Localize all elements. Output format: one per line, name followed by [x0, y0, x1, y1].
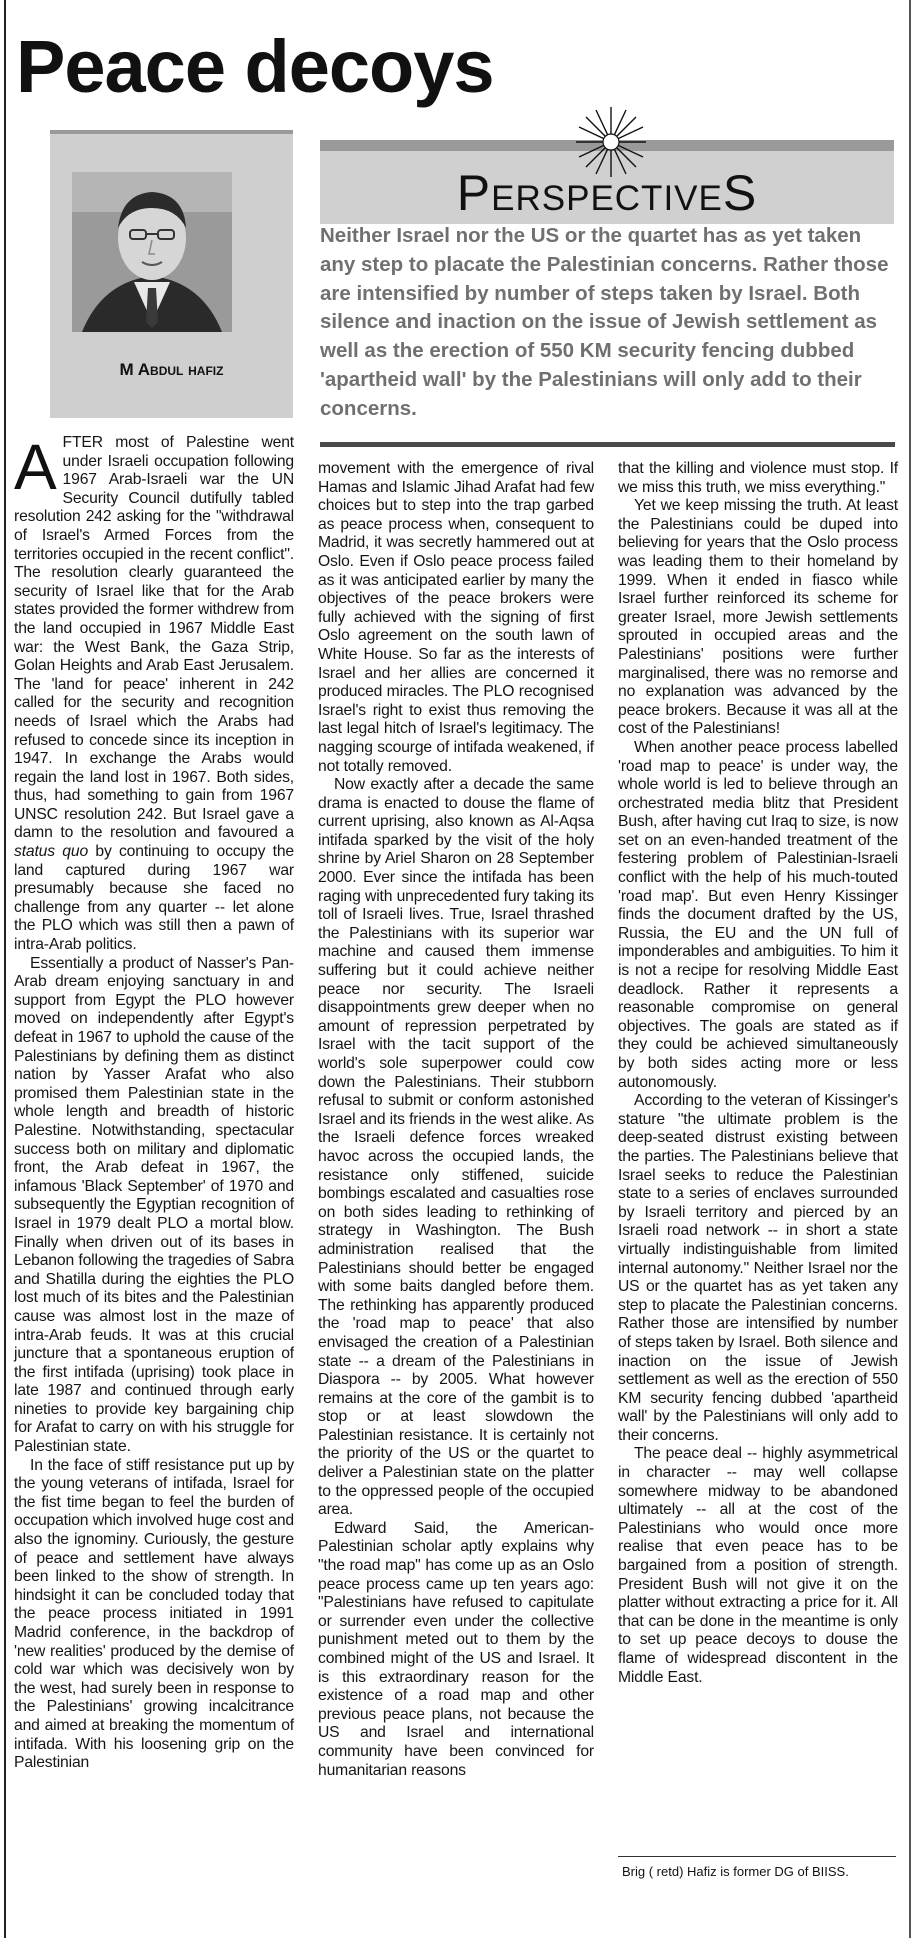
paragraph-text: by continuing to occupy the land captured during 1967 war presumably because she faced no challenge from any quarter -- let alone the PLO which was still then a pawn of intra-Arab politics.: [14, 843, 294, 954]
bio-rule: [618, 1856, 896, 1857]
byline: M Abdul hafiz: [119, 360, 224, 379]
article-paragraph: that the killing and violence must stop. If we miss this truth, we miss everything.": [618, 460, 898, 496]
article-paragraph: Yet we keep missing the truth. At least the Palestinians could be duped into believing for years that the Oslo process was leading them to their homeland by 1999. When it ended in fiasco while Israel further reinforced its scheme for greater Israel, more Jewish settlements sprouted in occupied areas and the Palestinians' positions were further marginalised, there was no remorse and no explanation was advanced by the peace brokers. Because it was all at the cost of the Palestinians!: [618, 497, 898, 738]
paragraph-text: FTER most of Palestine went under Israeli occupation following 1967 Arab-Israeli war the UN Security Council dutifully tabled resolution 242 asking for the "withdrawal of Israel's Armed Forces from the territories occupied in the recent conflict". The resolution clearly guaranteed the security of Israel like that for the Arab states provided the former withdrew from the land occupied in 1967 Middle East war: the West Bank, the Gaza Strip, Golan Heights and Arab East Jerusalem. The 'land for peace' inherent in 242 called for the security and recognition needs of Israel which the Arabs had refused to concede since its inception in 1947. In exchange the Arabs would regain the land lost in 1967. Both sides, thus, had something to gain from 1967 UNSC resolution 242. But Israel gave a damn to the resolution and favoured a: [14, 434, 294, 842]
starburst-icon: [574, 105, 648, 179]
author-portrait-image: [72, 172, 232, 332]
article-paragraph: movement with the emergence of rival Hamas and Islamic Jihad Arafat had few choices but to step into the trap garbed as peace process when, consequent to Madrid, it was secretly hammered out at Oslo. Even if Oslo peace process failed as it was anticipated earlier by many the objectives of the peace brokers were fully achieved with the signing of first Oslo agreement on the south lawn of White House. So far as the interests of Israel and her allies are concerned it produced miracles. The PLO recognised Israel's right to exist thus removing the last legal hitch of Israel's legitimacy. The nagging scourge of intifada weakened, if not totally removed.: [318, 460, 594, 775]
article-paragraph: Edward Said, the American-Palestinian scholar aptly explains why "the road map" has come up as an Oslo peace process came up ten years ago: "Palestinians have refused to capitulate or surrender even under the collective punishment meted out to them by the combined might of the US and Israel. It is this extraordinary reason for the existence of a road map and other previous peace plans, not because the US and Israel and international community have been convinced for humanitarian reasons: [318, 1519, 594, 1779]
author-box: [50, 130, 293, 418]
headline: Peace decoys: [16, 25, 494, 108]
standfirst: Neither Israel nor the US or the quartet has as yet taken any step to placate the Palestinian concerns. Rather those are intensified by number of steps taken by Israel. Both silence and inaction on the issue of Jewish settlement as well as the erection of 550 KM security fencing dubbed 'apartheid wall' by the Palestinians will only add to their concerns.: [320, 224, 889, 420]
article-paragraph: In the face of stiff resistance put up by the young veterans of intifada, Israel for the fist time began to feel the burden of occupation which involved huge cost and also the ignominy. Curiously, the gesture of peace and settlement have always been linked to the show of strength. In hindsight it can be concluded today that the peace process initiated in 1991 Madrid conference, in the backdrop of 'new realities' produced by the demise of cold war which was decisively won by the west, had surely been in response to the Palestinians' growing incalcitrance and aimed at breaking the momentum of intifada. With his loosening grip on the Palestinian: [14, 1456, 294, 1772]
article-paragraph: Now exactly after a decade the same drama is enacted to douse the flame of current uprising, also known as Al-Aqsa intifada sparked by the visit of the holy shrine by Ariel Sharon on 28 September 2000. Ever since the intifada has been raging with unprecedented fury taking its toll of Israeli lives. True, Israel thrashed the Palestinians with its superior war machine and caused them immense suffering but it could achieve neither peace nor security. The Israeli disappointments grew deeper when no amount of repression perpetrated by Israel with the tacit support of the world's sole superpower could cow down the Palestinians. Their stubborn refusal to submit or conform astonished Israel and its friends in the west alike. As the Israeli defence forces wreaked havoc across the occupied lands, the resistance only stiffened, suicide bombings escalated and casualties rose on both sides leading to rethinking of strategy in Washington. The Bush administration realised that the Palestinians should better be engaged with some baits dangled before them. The rethinking has apparently produced the 'road map to peace' that also envisaged the creation of a Palestinian state -- a dream of the Palestinians in Diaspora -- by 2005. What however remains at the core of the gambit is to stop or at least slowdown the Palestinian resistance. It is certainly not the priority of the US or the quartet to deliver a Palestinian state on the platter to the oppressed people of the occupied area.: [318, 776, 594, 1519]
author-bio: Brig ( retd) Hafiz is former DG of BIISS.: [622, 1864, 849, 1879]
article-paragraph: [14, 431, 294, 955]
author-photo: [72, 172, 232, 332]
standfirst-rule: [320, 442, 895, 447]
article-paragraph: Essentially a product of Nasser's Pan-Arab dream enjoying sanctuary in and support from Egypt the PLO however moved on independently after Egypt's defeat in 1967 to uphold the cause of the Palestinians by defining them as distinct nation by Yasser Arafat who also promised them Palestinian state in the whole length and breadth of historic Palestine. Notwithstanding, spectacular success both on military and diplomatic front, the Arab defeat in 1967, the infamous 'Black September' of 1970 and subsequently the Egyptian recognition of Israel in 1979 dealt PLO a mortal blow. Finally when driven out of its bases in Lebanon following the tragedies of Sabra and Shatilla during the eighties the PLO lost much of its bites and the Palestinian cause was almost lost in the maze of intra-Arab feuds. It was at this crucial juncture that a spontaneous eruption of the first intifada (uprising) took place in late 1987 and continued through early nineties to provide key bargaining chip for Arafat to carry on with his struggle for Palestinian state.: [14, 954, 294, 1456]
article-column-3: [618, 460, 898, 1687]
article-paragraph: When another peace process labelled 'road map to peace' is under way, the whole world is led to believe through an orchestrated media blitz that President Bush, after having cut Iraq to size, is now set on an even-handed treatment of the festering problem of Palestinian-Israeli conflict with the help of his much-touted 'road map'. But even Henry Kissinger finds the document drafted by the US, Russia, the EU and the UN full of imponderables and ambiguities. To him it is not a recipe for resolving Middle East deadlock. Rather it represents a reasonable compromise on general objectives. The goals are stated as if they could be achieved simultaneously by both sides acting more or less autonomously.: [618, 738, 898, 1091]
article-column-1: [14, 431, 294, 1773]
article-paragraph: The peace deal -- highly asymmetrical in character -- may well collapse somewhere midway to be abandoned ultimately -- all at the cost of the Palestinians who would once more realise that even peace has to be bargained from a position of strength. President Bush will not give it on the platter without extracting a price for it. All that can be done in the meantime is only to set up peace decoys to douse the flame of widespread discontent in the Middle East.: [618, 1445, 898, 1686]
article-paragraph: According to the veteran of Kissinger's stature "the ultimate problem is the deep-seated distrust existing between the parties. The Palestinians believe that Israel seeks to reduce the Palestinian state to a series of enclaves surrounded by Israeli territory and pierced by an Israeli road network -- in short a state virtually indistinguishable from limited internal autonomy." Neither Israel nor the US or the quartet has as yet taken any step to placate the Palestinian concerns. Rather those are intensified by number of steps taken by Israel. Both silence and inaction on the issue of Jewish settlement as well as the erection of 550 KM security fencing dubbed 'apartheid wall' by the Palestinians will only add to their concerns.: [618, 1092, 898, 1444]
section-label: PerspectiveS: [456, 165, 758, 221]
italic-phrase: status quo: [14, 843, 89, 861]
article-column-2: [318, 460, 594, 1780]
drop-cap: A: [14, 431, 57, 503]
left-margin-rule: [4, 0, 6, 1938]
